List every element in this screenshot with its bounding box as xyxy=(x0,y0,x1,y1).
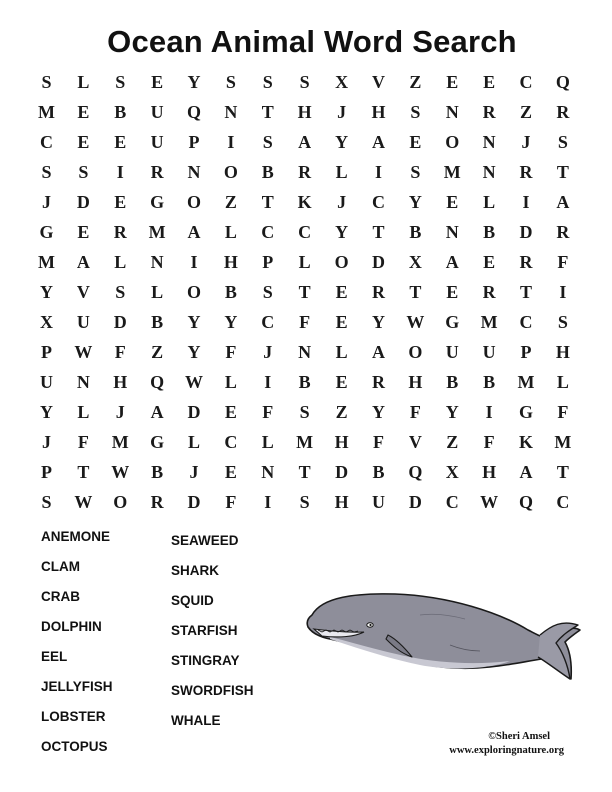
grid-cell: L xyxy=(556,372,569,392)
grid-cell: M xyxy=(443,162,461,182)
grid-cell: R xyxy=(556,102,570,122)
grid-cell: M xyxy=(37,102,55,122)
grid-cell: L xyxy=(151,282,164,302)
grid-cell: H xyxy=(371,102,386,122)
grid-cell: O xyxy=(187,282,202,302)
word-list-item: ANEMONE xyxy=(41,529,111,544)
grid-cell: T xyxy=(298,462,311,482)
grid-cell: Q xyxy=(187,102,202,122)
grid-cell: V xyxy=(76,282,90,302)
grid-cell: K xyxy=(297,192,312,212)
grid-cell: A xyxy=(371,132,385,152)
grid-cell: S xyxy=(299,72,310,92)
grid-cell: H xyxy=(482,462,497,482)
grid-cell: C xyxy=(298,222,312,242)
grid-cell: F xyxy=(557,252,569,272)
grid-cell: A xyxy=(371,342,385,362)
grid-cell: S xyxy=(262,282,273,302)
grid-cell: M xyxy=(296,432,314,452)
grid-cell: Z xyxy=(409,72,422,92)
grid-cell: C xyxy=(519,312,533,332)
grid-cell: S xyxy=(410,102,421,122)
grid-cell: Y xyxy=(408,192,422,212)
grid-cell: E xyxy=(446,192,459,212)
word-list-item: DOLPHIN xyxy=(41,619,102,634)
grid-cell: Y xyxy=(371,402,385,422)
grid-cell: O xyxy=(187,192,202,212)
grid-cell: Y xyxy=(39,402,53,422)
grid-cell: N xyxy=(261,462,275,482)
grid-cell: S xyxy=(557,312,568,332)
grid-cell: J xyxy=(337,192,347,212)
grid-cell: G xyxy=(519,402,534,422)
grid-cell: F xyxy=(557,402,569,422)
grid-cell: Q xyxy=(150,372,165,392)
grid-cell: E xyxy=(483,72,496,92)
grid-cell: O xyxy=(445,132,460,152)
author-credit: ©Sheri Amsel xyxy=(488,731,550,742)
grid-cell: D xyxy=(187,492,201,512)
grid-cell: R xyxy=(371,282,385,302)
grid-cell: W xyxy=(74,342,93,362)
grid-cell: I xyxy=(264,372,272,392)
grid-cell: C xyxy=(261,312,275,332)
grid-cell: A xyxy=(150,402,164,422)
grid-cell: E xyxy=(151,72,164,92)
grid-cell: E xyxy=(446,72,459,92)
grid-cell: L xyxy=(77,72,90,92)
grid-cell: H xyxy=(334,492,349,512)
grid-cell: F xyxy=(262,402,274,422)
grid-cell: G xyxy=(445,312,460,332)
grid-cell: W xyxy=(480,492,499,512)
grid-cell: B xyxy=(409,222,422,242)
grid-cell: I xyxy=(559,282,567,302)
grid-cell: P xyxy=(40,342,52,362)
word-list-item: SEAWEED xyxy=(171,533,239,548)
grid-cell: U xyxy=(150,132,164,152)
grid-cell: G xyxy=(150,192,165,212)
grid-cell: Z xyxy=(151,342,164,362)
grid-cell: A xyxy=(76,252,90,272)
grid-cell: E xyxy=(77,102,90,122)
grid-cell: U xyxy=(150,102,164,122)
grid-cell: J xyxy=(521,132,531,152)
grid-cell: I xyxy=(190,252,198,272)
grid-cell: S xyxy=(115,282,126,302)
grid-cell: N xyxy=(482,162,496,182)
grid-cell: F xyxy=(483,432,495,452)
grid-cell: Q xyxy=(408,462,423,482)
grid-cell: O xyxy=(334,252,349,272)
grid-cell: W xyxy=(185,372,203,392)
grid-cell: L xyxy=(335,342,348,362)
grid-cell: H xyxy=(113,372,128,392)
grid-cell: W xyxy=(74,492,93,512)
grid-cell: N xyxy=(150,252,164,272)
grid-cell: Q xyxy=(519,492,534,512)
grid-cell: B xyxy=(114,102,127,122)
grid-cell: M xyxy=(517,372,535,392)
grid-cell: T xyxy=(372,222,385,242)
grid-cell: L xyxy=(188,432,201,452)
grid-cell: Y xyxy=(224,312,238,332)
grid-cell: C xyxy=(371,192,385,212)
grid-cell: T xyxy=(261,192,274,212)
grid-cell: A xyxy=(298,132,312,152)
grid-cell: R xyxy=(482,282,496,302)
grid-cell: S xyxy=(299,402,310,422)
grid-cell: H xyxy=(334,432,349,452)
grid-cell: C xyxy=(556,492,570,512)
grid-cell: B xyxy=(446,372,459,392)
grid-cell: R xyxy=(298,162,312,182)
grid-cell: S xyxy=(78,162,89,182)
grid-cell: B xyxy=(483,222,496,242)
grid-cell: X xyxy=(39,312,53,332)
grid-cell: F xyxy=(225,492,237,512)
grid-cell: L xyxy=(483,192,496,212)
grid-cell: F xyxy=(225,342,237,362)
grid-cell: P xyxy=(520,342,532,362)
sperm-whale-icon xyxy=(300,585,585,690)
grid-cell: Y xyxy=(335,132,349,152)
grid-cell: H xyxy=(297,102,312,122)
grid-cell: T xyxy=(556,162,569,182)
grid-cell: S xyxy=(115,72,126,92)
grid-cell: S xyxy=(41,492,52,512)
grid-cell: T xyxy=(520,282,533,302)
grid-cell: V xyxy=(371,72,385,92)
grid-cell: J xyxy=(115,402,125,422)
grid-cell: H xyxy=(555,342,570,362)
grid-cell: D xyxy=(371,252,385,272)
grid-cell: S xyxy=(41,162,52,182)
grid-cell: V xyxy=(408,432,422,452)
grid-cell: U xyxy=(76,312,90,332)
grid-cell: G xyxy=(150,432,165,452)
word-list-item: JELLYFISH xyxy=(41,679,113,694)
grid-cell: C xyxy=(445,492,459,512)
word-list-item: SQUID xyxy=(171,593,214,608)
grid-cell: N xyxy=(298,342,312,362)
grid-cell: T xyxy=(556,462,569,482)
grid-cell: E xyxy=(446,282,459,302)
grid-cell: Y xyxy=(445,402,459,422)
grid-cell: Y xyxy=(187,72,201,92)
grid-cell: A xyxy=(556,192,570,212)
grid-cell: F xyxy=(299,312,311,332)
grid-cell: I xyxy=(522,192,530,212)
grid-cell: U xyxy=(482,342,496,362)
grid-cell: Z xyxy=(335,402,348,422)
grid-cell: N xyxy=(224,102,238,122)
grid-cell: B xyxy=(483,372,496,392)
grid-cell: D xyxy=(519,222,533,242)
grid-cell: I xyxy=(374,162,382,182)
word-list-item: SHARK xyxy=(171,563,220,578)
grid-cell: N xyxy=(482,132,496,152)
grid-cell: E xyxy=(114,132,127,152)
grid-cell: R xyxy=(150,492,164,512)
grid-cell: Q xyxy=(555,72,570,92)
grid-cell: T xyxy=(261,102,274,122)
grid-cell: S xyxy=(557,132,568,152)
grid-cell: H xyxy=(223,252,238,272)
grid-cell: R xyxy=(519,252,533,272)
grid-cell: L xyxy=(298,252,311,272)
grid-cell: M xyxy=(148,222,166,242)
grid-cell: O xyxy=(223,162,238,182)
grid-cell: S xyxy=(262,72,273,92)
grid-cell: I xyxy=(227,132,235,152)
grid-cell: B xyxy=(151,462,164,482)
grid-cell: O xyxy=(408,342,423,362)
grid-cell: C xyxy=(519,72,533,92)
grid-cell: E xyxy=(114,192,127,212)
grid-cell: F xyxy=(372,432,384,452)
grid-cell: S xyxy=(225,72,236,92)
grid-cell: L xyxy=(224,372,237,392)
grid-cell: B xyxy=(151,312,164,332)
grid-cell: M xyxy=(480,312,498,332)
grid-cell: F xyxy=(114,342,126,362)
grid-cell: C xyxy=(261,222,275,242)
grid-cell: E xyxy=(335,372,348,392)
grid-cell: A xyxy=(187,222,201,242)
word-list-column-1 xyxy=(41,529,113,769)
letter-grid xyxy=(28,67,578,517)
grid-cell: E xyxy=(409,132,422,152)
grid-cell: J xyxy=(337,102,347,122)
page-title: Ocean Animal Word Search xyxy=(107,24,517,59)
website-credit: www.exploringnature.org xyxy=(449,745,564,756)
grid-cell: Y xyxy=(39,282,53,302)
grid-cell: N xyxy=(76,372,90,392)
grid-cell: U xyxy=(371,492,385,512)
grid-cell: J xyxy=(41,432,51,452)
grid-cell: Z xyxy=(446,432,459,452)
grid-cell: J xyxy=(189,462,199,482)
grid-cell: A xyxy=(445,252,459,272)
grid-cell: R xyxy=(556,222,570,242)
word-list-item: STINGRAY xyxy=(171,653,240,668)
grid-cell: X xyxy=(408,252,422,272)
grid-cell: B xyxy=(298,372,311,392)
grid-cell: B xyxy=(261,162,274,182)
grid-cell: L xyxy=(335,162,348,182)
grid-cell: K xyxy=(519,432,534,452)
grid-cell: W xyxy=(111,462,130,482)
grid-cell: L xyxy=(114,252,127,272)
grid-cell: M xyxy=(111,432,129,452)
grid-cell: F xyxy=(409,402,421,422)
grid-cell: Y xyxy=(335,222,349,242)
grid-cell: F xyxy=(77,432,89,452)
grid-cell: N xyxy=(187,162,201,182)
grid-cell: R xyxy=(113,222,127,242)
grid-cell: E xyxy=(335,312,348,332)
word-list-column-2 xyxy=(171,533,254,743)
grid-cell: E xyxy=(77,222,90,242)
grid-cell: L xyxy=(261,432,274,452)
grid-cell: D xyxy=(187,402,201,422)
grid-cell: L xyxy=(224,222,237,242)
grid-cell: Z xyxy=(224,192,237,212)
grid-cell: T xyxy=(409,282,422,302)
word-list-item: LOBSTER xyxy=(41,709,106,724)
grid-cell: A xyxy=(519,462,533,482)
grid-cell: G xyxy=(39,222,54,242)
grid-cell: I xyxy=(485,402,493,422)
grid-cell: U xyxy=(39,372,53,392)
grid-cell: S xyxy=(410,162,421,182)
grid-cell: D xyxy=(335,462,349,482)
grid-cell: J xyxy=(41,192,51,212)
grid-cell: P xyxy=(188,132,200,152)
grid-cell: R xyxy=(371,372,385,392)
grid-cell: C xyxy=(224,432,238,452)
grid-cell: E xyxy=(483,252,496,272)
grid-cell: T xyxy=(298,282,311,302)
grid-cell: T xyxy=(77,462,90,482)
grid-cell: R xyxy=(519,162,533,182)
grid-cell: B xyxy=(372,462,385,482)
grid-cell: O xyxy=(113,492,128,512)
grid-cell: X xyxy=(445,462,459,482)
grid-cell: J xyxy=(263,342,273,362)
grid-cell: W xyxy=(406,312,425,332)
grid-cell: E xyxy=(224,402,237,422)
grid-cell: X xyxy=(335,72,349,92)
grid-cell: E xyxy=(335,282,348,302)
grid-cell: P xyxy=(40,462,52,482)
grid-cell: P xyxy=(262,252,274,272)
grid-cell: B xyxy=(224,282,237,302)
word-list-item: SWORDFISH xyxy=(171,683,254,698)
grid-cell: S xyxy=(299,492,310,512)
word-list-item: EEL xyxy=(41,649,68,664)
grid-cell: L xyxy=(77,402,90,422)
grid-cell: C xyxy=(39,132,53,152)
grid-cell: R xyxy=(482,102,496,122)
grid-cell: R xyxy=(150,162,164,182)
word-list-item: CRAB xyxy=(41,589,80,604)
grid-cell: D xyxy=(408,492,422,512)
grid-cell: U xyxy=(445,342,459,362)
word-list-item: STARFISH xyxy=(171,623,238,638)
grid-cell: N xyxy=(445,222,459,242)
word-list-item: OCTOPUS xyxy=(41,739,108,754)
grid-cell: E xyxy=(224,462,237,482)
grid-cell: H xyxy=(408,372,423,392)
grid-cell: S xyxy=(262,132,273,152)
grid-cell: I xyxy=(264,492,272,512)
grid-cell: M xyxy=(37,252,55,272)
grid-cell: M xyxy=(554,432,572,452)
grid-cell: Z xyxy=(520,102,533,122)
grid-cell: Y xyxy=(187,312,201,332)
word-list-item: WHALE xyxy=(171,713,221,728)
grid-cell: Y xyxy=(187,342,201,362)
grid-cell: I xyxy=(116,162,124,182)
grid-cell: N xyxy=(445,102,459,122)
grid-cell: S xyxy=(41,72,52,92)
grid-cell: D xyxy=(76,192,90,212)
grid-cell: E xyxy=(77,132,90,152)
word-list-item: CLAM xyxy=(41,559,80,574)
grid-cell: Y xyxy=(371,312,385,332)
grid-cell: D xyxy=(113,312,127,332)
